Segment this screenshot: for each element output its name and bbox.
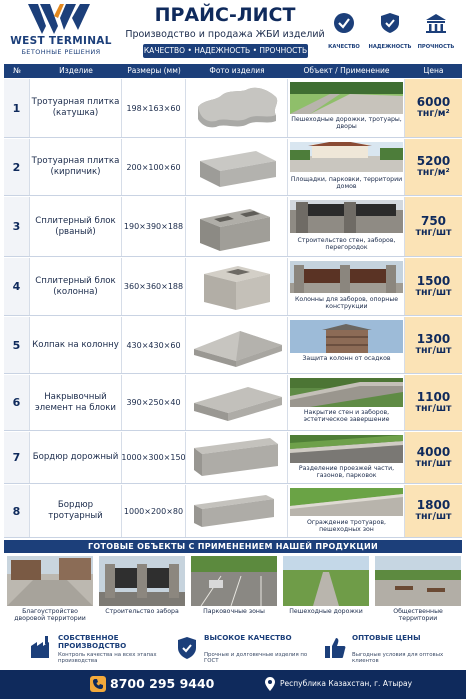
page-title: ПРАЙС-ЛИСТ [154, 4, 296, 26]
logo-w-icon [28, 4, 90, 34]
column-cap-photo [186, 317, 288, 374]
product-size: 1000×300×150 [122, 432, 186, 483]
column-cap-scene-photo [290, 320, 403, 353]
shield-check-icon [176, 636, 198, 660]
application-caption: Площадки, парковки, территории домов [290, 176, 403, 191]
road-curb-photo [186, 432, 288, 484]
pedestrian-path-photo [283, 556, 369, 606]
application-cell [288, 79, 405, 137]
price-value: 1100 [416, 389, 451, 404]
col-name: Изделие [59, 66, 93, 75]
product-name: Тротуарная плитка (кирпичик) [30, 139, 122, 195]
product-photo [186, 258, 288, 315]
table-header [4, 64, 462, 78]
price-value: 1500 [416, 273, 451, 288]
application-cell [288, 317, 405, 373]
object-card [99, 556, 185, 626]
feature-label: НАДЕЖНОСТЬ [368, 44, 412, 50]
factory-icon [30, 636, 52, 660]
courtyard-photo [7, 556, 93, 606]
row-number: 8 [4, 485, 30, 537]
object-caption: Парковочные зоны [203, 608, 265, 615]
price-unit: тнг/шт [415, 345, 452, 357]
product-photo [186, 432, 288, 483]
application-cell [288, 375, 405, 430]
application-cell [288, 432, 405, 483]
header [0, 0, 466, 62]
price-value: 4000 [416, 444, 451, 459]
objects-section-title: ГОТОВЫЕ ОБЪЕКТЫ С ПРИМЕНЕНИЕМ НАШЕЙ ПРОДУКЦИИ [4, 540, 462, 553]
factory-icon [425, 12, 447, 34]
price-cell [405, 258, 462, 315]
parking-photo [191, 556, 277, 606]
price-cell [405, 197, 462, 256]
feature-label: ПРОЧНОСТЬ [417, 44, 455, 50]
column-block-photo [186, 258, 288, 316]
slogan-banner: КАЧЕСТВО • НАДЕЖНОСТЬ • ПРОЧНОСТЬ [143, 44, 308, 58]
col-size: Размеры (мм) [127, 66, 181, 75]
page-subtitle: Производство и продажа ЖБИ изделий [125, 29, 325, 40]
price-value: 1800 [416, 498, 451, 513]
price-unit: тнг/м² [417, 167, 450, 179]
advantage-desc: Прочные и долговечные изделия по ГОСТ [204, 652, 308, 665]
row-number: 1 [4, 79, 30, 137]
sidewalk-curb-photo [186, 485, 288, 538]
col-photo: Фото изделия [209, 66, 265, 75]
table-row [4, 432, 462, 484]
product-name: Сплитерный блок (рваный) [30, 197, 122, 256]
product-photo [186, 197, 288, 256]
application-caption: Пешеходные дорожки, тротуары, дворы [291, 116, 402, 131]
fence-photo [99, 556, 185, 606]
application-cell [288, 485, 405, 537]
price-value: 6000 [416, 95, 451, 110]
table-row [4, 317, 462, 374]
footer [0, 670, 466, 699]
feature-strength [414, 12, 458, 50]
product-size: 200×100×60 [122, 139, 186, 195]
product-name: Сплитерный блок (колонна) [30, 258, 122, 315]
object-card [191, 556, 277, 626]
object-card [283, 556, 369, 626]
object-caption: Благоустройство дворовой территории [14, 608, 86, 623]
price-unit: тнг/шт [415, 511, 452, 523]
advantage-title: ОПТОВЫЕ ЦЕНЫ [352, 633, 421, 642]
price-unit: тнг/шт [415, 226, 452, 238]
product-name: Накрывочный элемент на блоки [30, 375, 122, 430]
product-photo [186, 139, 288, 195]
row-number: 2 [4, 139, 30, 195]
product-size: 1000×200×80 [122, 485, 186, 537]
split-block-photo [186, 197, 288, 257]
object-card [7, 556, 93, 626]
product-size: 360×360×188 [122, 258, 186, 315]
price-cell [405, 485, 462, 537]
col-price: Цена [423, 66, 444, 75]
price-unit: тнг/шт [415, 402, 452, 414]
price-cell [405, 79, 462, 137]
price-cell [405, 139, 462, 195]
product-size: 190×390×188 [122, 197, 186, 256]
advantage-title: СОБСТВЕННОЕ ПРОИЗВОДСТВО [58, 633, 127, 651]
price-value: 1300 [416, 332, 451, 347]
application-caption: Защита колонн от осадков [302, 355, 391, 362]
price-unit: тнг/шт [415, 457, 452, 469]
advantage-desc: Контроль качества на всех этапах производства [58, 652, 157, 665]
phone-icon [90, 676, 106, 692]
phone-number[interactable]: 8700 295 9440 [110, 676, 215, 691]
table-row [4, 258, 462, 316]
row-number: 4 [4, 258, 30, 315]
application-caption: Строительство стен, заборов, перегородок [297, 237, 396, 252]
paving-tile-photo [186, 79, 288, 138]
logo [6, 4, 116, 58]
brand-tagline: БЕТОННЫЕ РЕШЕНИЯ [21, 48, 101, 56]
object-caption: Строительство забора [105, 608, 179, 615]
price-unit: тнг/шт [415, 286, 452, 298]
col-application: Объект / Применение [303, 66, 390, 75]
col-num: № [13, 66, 21, 75]
table-row [4, 375, 462, 431]
advantage-desc: Выгодные условия для оптовых клиентов [352, 652, 444, 665]
location-pin-icon [262, 676, 278, 692]
address: Республика Казахстан, г. Атырау [280, 679, 413, 688]
feature-reliability [368, 12, 412, 50]
house-yard-scene-photo [290, 142, 403, 172]
object-card [375, 556, 461, 626]
application-caption: Накрытие стен и заборов, эстетическое завершение [303, 409, 390, 424]
application-caption: Разделение проезжей части, газонов, парковок [298, 465, 395, 480]
product-photo [186, 375, 288, 430]
coping-stone-photo [186, 375, 288, 431]
product-photo [186, 485, 288, 537]
brand-name: WEST TERMINAL [10, 35, 112, 47]
row-number: 7 [4, 432, 30, 483]
column-fence-scene-photo [290, 261, 403, 293]
row-number: 5 [4, 317, 30, 373]
feature-quality [322, 12, 366, 50]
product-name: Тротуарная плитка (катушка) [30, 79, 122, 137]
table-row [4, 485, 462, 538]
thumbs-up-icon [324, 636, 346, 660]
application-cell [288, 197, 405, 256]
advantage-prices [324, 632, 466, 666]
product-name: Колпак на колонну [30, 317, 122, 373]
row-number: 3 [4, 197, 30, 256]
product-photo [186, 79, 288, 137]
price-unit: тнг/м² [417, 108, 450, 120]
brick-tile-photo [186, 139, 288, 196]
table-row [4, 139, 462, 196]
price-value: 750 [420, 213, 447, 228]
feature-label: КАЧЕСТВО [328, 44, 360, 50]
price-cell [405, 375, 462, 430]
advantages-bar [0, 628, 466, 668]
product-size: 430×430×60 [122, 317, 186, 373]
application-caption: Колонны для заборов, опорные конструкции [294, 296, 399, 311]
product-size: 198×163×60 [122, 79, 186, 137]
price-cell [405, 432, 462, 483]
object-caption: Пешеходные дорожки [289, 608, 363, 615]
application-cell [288, 258, 405, 315]
table-row [4, 197, 462, 257]
road-curb-scene-photo [290, 435, 403, 463]
application-caption: Ограждение тротуаров, пешеходных зон [306, 519, 387, 534]
public-area-photo [375, 556, 461, 606]
product-name: Бордюр дорожный [30, 432, 122, 483]
advantage-production [30, 632, 180, 666]
product-size: 390×250×40 [122, 375, 186, 430]
advantage-quality [176, 632, 326, 666]
fence-wall-scene-photo [290, 200, 403, 233]
application-cell [288, 139, 405, 195]
advantage-title: ВЫСОКОЕ КАЧЕСТВО [204, 633, 292, 642]
price-cell [405, 317, 462, 373]
shield-icon [379, 12, 401, 34]
check-badge-icon [333, 12, 355, 34]
sidewalk-curb-scene-photo [290, 488, 403, 516]
sidewalk-scene-photo [290, 82, 403, 114]
product-photo [186, 317, 288, 373]
price-value: 5200 [416, 154, 451, 169]
product-name: Бордюр тротуарный [30, 485, 122, 537]
table-row [4, 79, 462, 138]
wall-coping-scene-photo [290, 378, 403, 407]
row-number: 6 [4, 375, 30, 430]
object-caption: Общественные территории [393, 608, 443, 623]
